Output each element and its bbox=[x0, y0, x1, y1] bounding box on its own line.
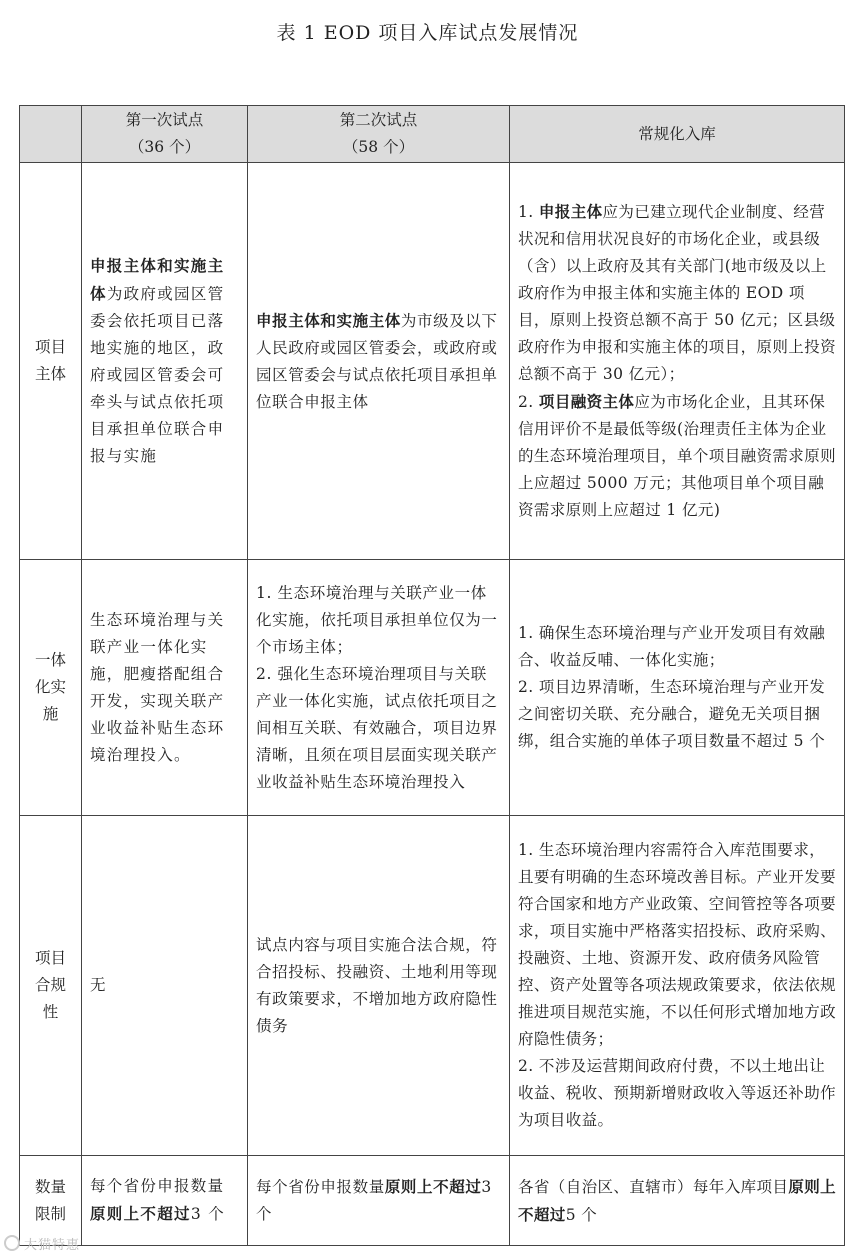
cell-quantity-second: 每个省份申报数量原则上不超过3 个 bbox=[248, 1156, 510, 1246]
paragraph: 2. 项目边界清晰，生态环境治理与产业开发之间密切关联、充分融合，避免无关项目捆绑，组合实施的单体子项目数量不超过 5 个 bbox=[518, 678, 826, 750]
cell-subject-second: 申报主体和实施主体为市级及以下人民政府或园区管委会，或政府或园区管委会与试点依托项目承担单位联合申报主体 bbox=[248, 163, 510, 560]
row-label-compliance: 项目 合规 性 bbox=[20, 816, 82, 1156]
header-first-pilot-name: 第一次试点 bbox=[125, 111, 204, 129]
paragraph: 1. 生态环境治理内容需符合入库范围要求，且要有明确的生态环境改善目标。产业开发要符合国家和地方产业政策、空间管控等各项要求，项目实施中严格落实招投标、政府采购、投融资、土地、资源开发、政府债务风险管控、资产处置等各项法规政策要求，依法依规推进项目规范实施，不以任何形式增加地方政府隐性债务； bbox=[518, 841, 837, 1048]
row-label-subject: 项目 主体 bbox=[20, 163, 82, 560]
cell-integration-first: 生态环境治理与关联产业一体化实施，肥瘦搭配组合开发，实现关联产业收益补贴生态环境治理投入。 bbox=[82, 560, 248, 816]
eod-pilot-table bbox=[19, 105, 845, 1246]
cell-compliance-first: 无 bbox=[82, 816, 248, 1156]
table-row-integration bbox=[20, 560, 845, 816]
paragraph: 2. 强化生态环境治理项目与关联产业一体化实施，试点依托项目之间相互关联、有效融合，项目边界清晰，且须在项目层面实现关联产业收益补贴生态环境治理投入 bbox=[256, 664, 498, 791]
header-row bbox=[20, 106, 845, 163]
paragraph: 1. 确保生态环境治理与产业开发项目有效融合、收益反哺、一体化实施； bbox=[518, 624, 826, 669]
table-row-subject bbox=[20, 163, 845, 560]
cell-quantity-first: 每个省份申报数量原则上不超过3 个 bbox=[82, 1156, 248, 1246]
paragraph: 1. 申报主体应为已建立现代企业制度、经营状况和信用状况良好的市场化企业，或县级（含）以上政府及其有关部门(地市级及以上政府作为申报主体和实施主体的 EOD 项目，原则上投资总额不高于 50 亿元；区县级政府作为申报和实施主体的项目，原则上投资总额不高于 30 亿元）； bbox=[518, 202, 837, 383]
paragraph: 2. 项目融资主体应为市场化企业，且其环保信用评价不是最低等级(治理责任主体为企业的生态环境治理项目，单个项目融资需求原则上应超过 5000 万元；其他项目单个项目融资需求原则上应超过 1 亿元) bbox=[518, 392, 837, 519]
paragraph: 2. 不涉及运营期间政府付费，不以土地出让收益、税收、预期新增财政收入等返还补助作为项目收益。 bbox=[518, 1057, 837, 1129]
cell-integration-regular bbox=[510, 560, 845, 816]
header-second-pilot-count: （58 个） bbox=[342, 138, 415, 156]
cell-subject-first: 申报主体和实施主体为政府或园区管委会依托项目已落地实施的地区，政府或园区管委会可牵头与试点依托项目承担单位联合申报与实施 bbox=[82, 163, 248, 560]
row-label-integration: 一体 化实 施 bbox=[20, 560, 82, 816]
cell-quantity-regular: 各省（自治区、直辖市）每年入库项目原则上不超过5 个 bbox=[510, 1156, 845, 1246]
table-row-quantity bbox=[20, 1156, 845, 1246]
cell-compliance-second: 试点内容与项目实施合法合规，符合招投标、投融资、土地利用等现有政策要求，不增加地方政府隐性债务 bbox=[248, 816, 510, 1156]
cell-compliance-regular bbox=[510, 816, 845, 1156]
watermark-logo-icon bbox=[4, 1235, 20, 1251]
table-row-compliance bbox=[20, 816, 845, 1156]
cell-integration-second bbox=[248, 560, 510, 816]
header-second-pilot bbox=[248, 106, 510, 163]
bold-text: 申报主体和实施主体 bbox=[256, 310, 401, 330]
cell-subject-regular bbox=[510, 163, 845, 560]
row-label-quantity: 数量 限制 bbox=[20, 1156, 82, 1246]
watermark-text: 大猫特惠 bbox=[24, 1238, 81, 1253]
table-title: 表 1 EOD 项目入库试点发展情况 bbox=[276, 22, 579, 44]
header-second-pilot-name: 第二次试点 bbox=[339, 111, 418, 129]
header-corner bbox=[20, 106, 82, 163]
header-regular-entry: 常规化入库 bbox=[510, 106, 845, 163]
bold-text: 申报主体和实施主体 bbox=[90, 256, 225, 303]
watermark bbox=[4, 1234, 80, 1253]
paragraph: 1. 生态环境治理与关联产业一体化实施，依托项目承担单位仅为一个市场主体； bbox=[256, 583, 498, 656]
header-first-pilot-count: （36 个） bbox=[128, 138, 201, 156]
header-first-pilot bbox=[82, 106, 248, 163]
